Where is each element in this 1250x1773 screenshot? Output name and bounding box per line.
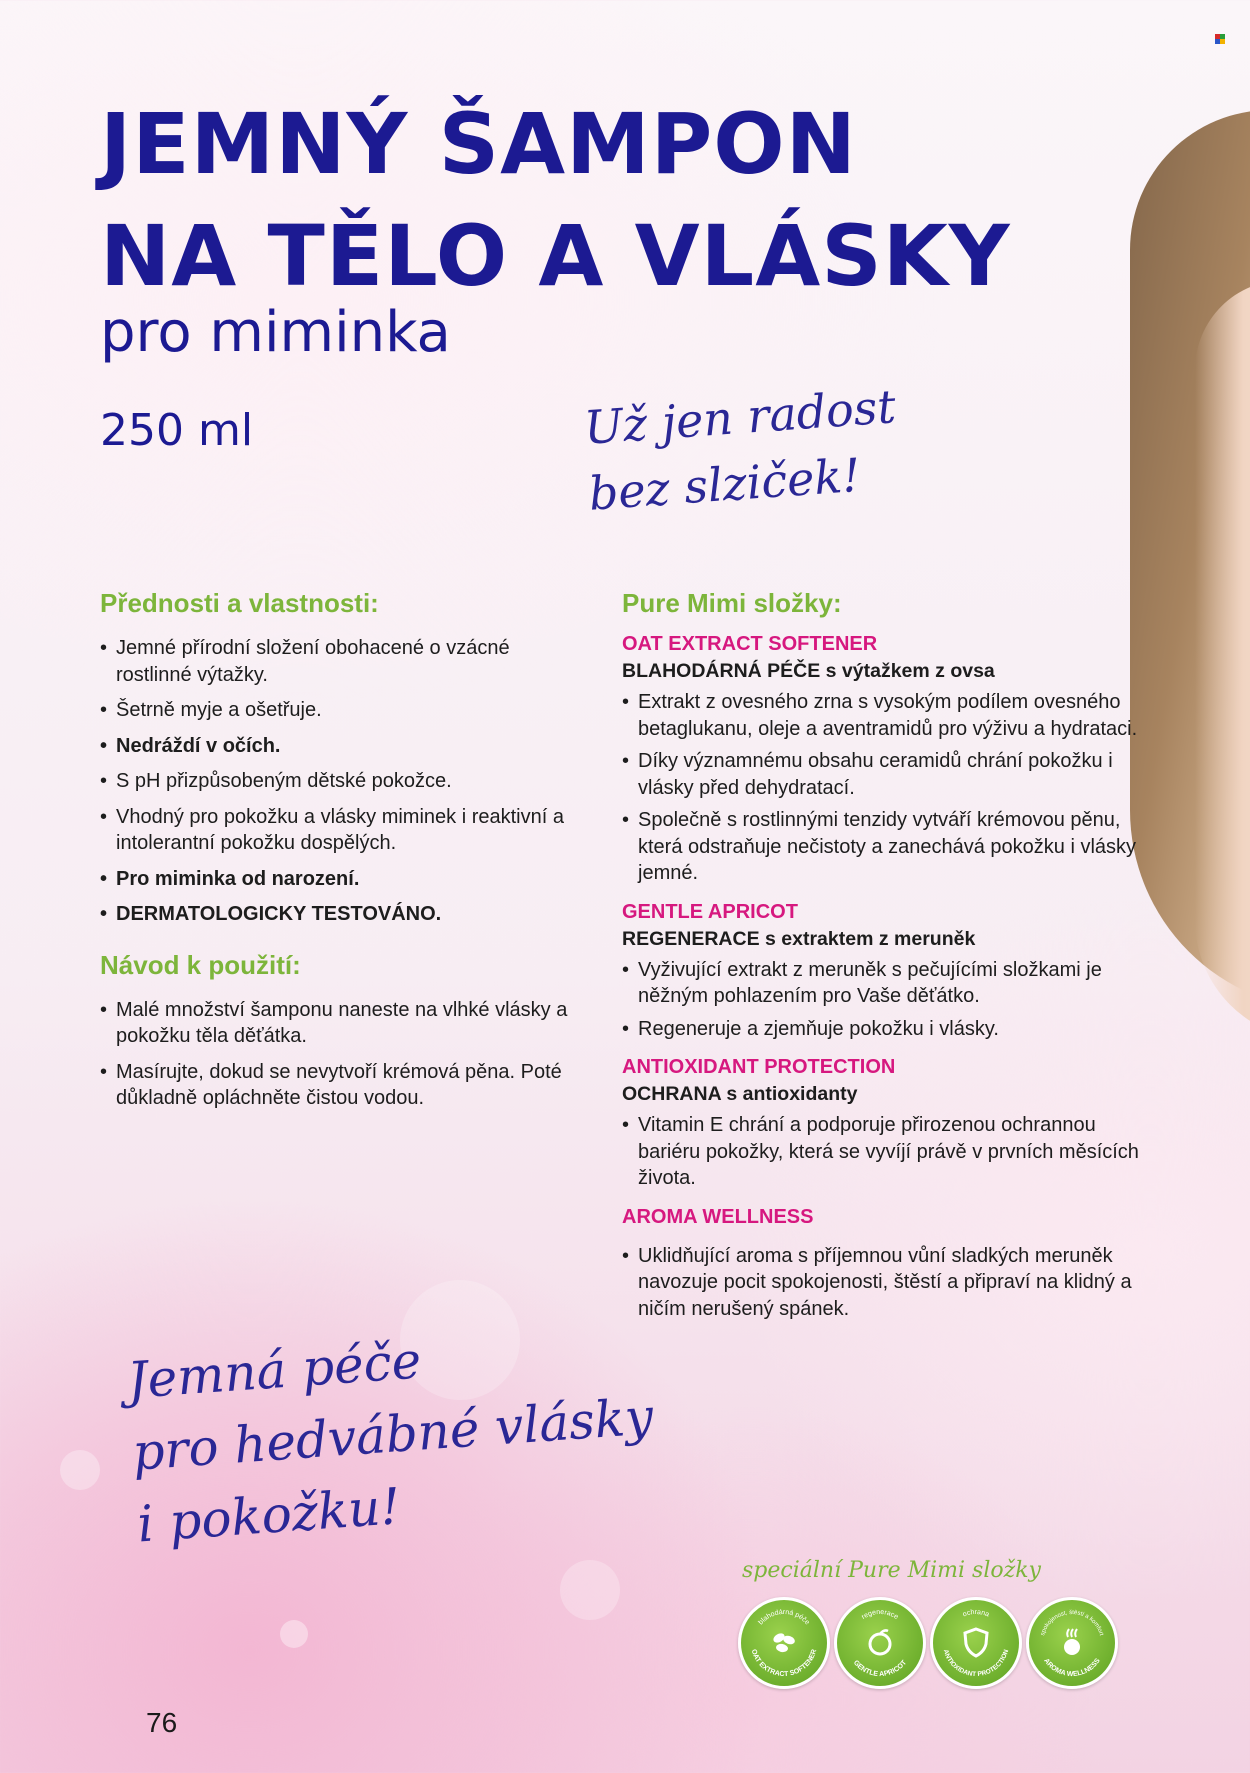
ingredient-subtitle: OCHRANA s antioxidanty <box>622 1083 858 1105</box>
title-line-2: NA TĚLO A VLÁSKY <box>100 207 1011 305</box>
title-line-1: JEMNÝ ŠAMPON <box>100 95 857 193</box>
badge-aroma <box>1026 1597 1118 1689</box>
svg-text:AROMA WELLNESS <box>1042 1657 1102 1678</box>
face-photo <box>1195 280 1250 1040</box>
left-column <box>100 588 580 1121</box>
page-title <box>100 88 1011 312</box>
ingredient-subtitle: BLAHODÁRNÁ PÉČE s výtažkem z ovsa <box>622 660 995 682</box>
usage-list <box>100 997 580 1112</box>
page-number: 76 <box>146 1707 178 1738</box>
ingredient-list <box>622 689 1142 887</box>
shield-icon <box>960 1626 992 1658</box>
badge-bottom-text: OAT EXTRACT SOFTENER <box>749 1648 819 1679</box>
slogan-bottom-line-3: i pokožku! <box>135 1477 403 1554</box>
slogan-bottom <box>125 1309 661 1561</box>
ingredient-block-aroma <box>622 1206 1142 1323</box>
aroma-icon <box>1056 1626 1088 1658</box>
ingredient-subtitle: REGENERACE s extraktem z meruněk <box>622 927 976 950</box>
ingredient-name: GENTLE APRICOT <box>622 900 798 923</box>
ingredient-block-oat <box>622 633 1142 887</box>
list-item: • S pH přizpůsobeným dětské pokožce. <box>100 768 580 795</box>
slogan-bottom-line-1: Jemná péče <box>125 1331 423 1410</box>
ingredient-list <box>622 1112 1142 1192</box>
bokeh-sparkle <box>60 1450 100 1490</box>
list-item: • Vitamin E chrání a podporuje přirozenou ochrannou bariéru pokožky, která se vyvíjí právě v prvních měsících života. <box>622 1112 1142 1192</box>
ingredient-name: OAT EXTRACT SOFTENER <box>622 633 878 655</box>
page-subtitle: pro miminka <box>100 300 451 365</box>
usage-heading: Návod k použití: <box>100 949 301 980</box>
ingredient-list <box>622 957 1142 1043</box>
product-volume: 250 ml <box>100 405 254 456</box>
badge-top-text: spokojenost, štěstí a komfort <box>1040 1609 1104 1637</box>
badge-oat <box>738 1597 830 1689</box>
bokeh-sparkle <box>560 1560 620 1620</box>
badges-label: speciální Pure Mimi složky <box>742 1558 1041 1583</box>
oat-icon <box>768 1626 800 1658</box>
list-item: • DERMATOLOGICKY TESTOVÁNO. <box>100 901 580 928</box>
badge-top-text: blahodárná péče <box>757 1608 811 1627</box>
list-item: • Masírujte, dokud se nevytvoří krémová pěna. Poté důkladně opláchněte čistou vodou. <box>100 1059 580 1112</box>
properties-list <box>100 635 580 928</box>
properties-heading: Přednosti a vlastnosti: <box>100 588 379 618</box>
svg-text:GENTLE APRICOT <box>852 1659 909 1678</box>
list-item: • Společně s rostlinnými tenzidy vytváří krémovou pěnu, která odstraňuje nečistoty a zanechává pokožku i vlásky jemné. <box>622 807 1142 887</box>
slogan-bottom-line-2: pro hedvábné vlásky <box>130 1387 656 1482</box>
ingredient-list <box>622 1243 1142 1323</box>
badge-bottom-text: ANTIOXIDANT PROTECTION <box>941 1648 1011 1679</box>
list-item: • Díky významnému obsahu ceramidů chrání pokožku i vlásky před dehydratací. <box>622 748 1142 801</box>
svg-text:regenerace <box>861 1609 900 1621</box>
slogan-top <box>582 373 902 526</box>
badge-bottom-text: GENTLE APRICOT <box>851 1659 909 1679</box>
badge-apricot <box>834 1597 926 1689</box>
list-item: • Vhodný pro pokožku a vlásky miminek i reaktivní a intolerantní pokožku dospělých. <box>100 804 580 857</box>
right-column <box>622 588 1142 1336</box>
slogan-top-line-1: Už jen radost <box>582 379 898 455</box>
list-item: • Uklidňující aroma s příjemnou vůní sladkých meruněk navozuje pocit spokojenosti, štěstí a připraví na klidný a ničím nerušený spánek. <box>622 1243 1142 1323</box>
slogan-top-line-2: bez slziček! <box>587 447 863 521</box>
badge-top-text: regenerace <box>860 1608 900 1621</box>
ingredient-block-apricot <box>622 901 1142 1043</box>
badge-bottom-text: AROMA WELLNESS <box>1042 1657 1102 1679</box>
list-item: • Vyživující extrakt z meruněk s pečujícími složkami je něžným pohlazením pro Vaše děťátko. <box>622 957 1142 1010</box>
ingredient-name: AROMA WELLNESS <box>622 1205 814 1228</box>
list-item: • Extrakt z ovesného zrna s vysokým podílem ovesného betaglukanu, oleje a aventramidů pro výživu a hydrataci. <box>622 689 1142 742</box>
ingredient-badges <box>738 1597 1118 1689</box>
list-item: • Malé množství šamponu naneste na vlhké vlásky a pokožku těla děťátka. <box>100 997 580 1050</box>
list-item: • Šetrně myje a ošetřuje. <box>100 697 580 724</box>
bokeh-sparkle <box>280 1620 308 1648</box>
apricot-icon <box>864 1626 896 1658</box>
ingredient-name: ANTIOXIDANT PROTECTION <box>622 1056 896 1078</box>
svg-text:blahodárná péče <box>757 1609 810 1626</box>
list-item: • Nedráždí v očích. <box>100 733 580 760</box>
ingredients-heading: Pure Mimi složky: <box>622 588 842 618</box>
badge-antioxidant <box>930 1597 1022 1689</box>
list-item: • Jemné přírodní složení obohacené o vzácné rostlinné výtažky. <box>100 635 580 688</box>
badge-top-text: ochrana <box>961 1608 991 1619</box>
svg-text:ochrana <box>962 1609 990 1619</box>
list-item: • Regeneruje a zjemňuje pokožku i vlásky. <box>622 1016 1142 1043</box>
ingredient-block-antioxidant <box>622 1056 1142 1192</box>
list-item: • Pro miminka od narození. <box>100 866 580 893</box>
corner-logo-icon <box>1215 34 1225 44</box>
